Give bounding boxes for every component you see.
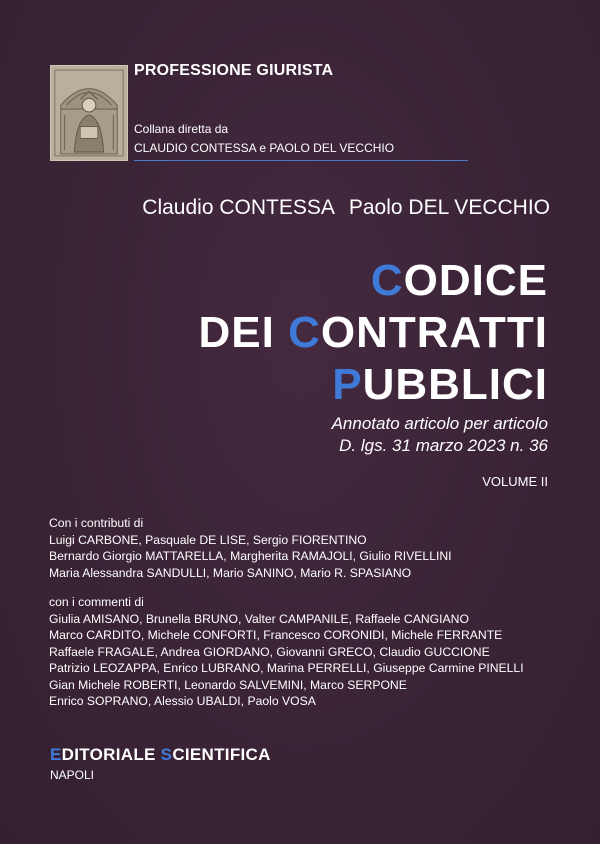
- series-divider: [134, 160, 468, 161]
- series-directors: CLAUDIO CONTESSA e PAOLO DEL VECCHIO: [134, 141, 395, 155]
- commentators-line: Gian Michele ROBERTI, Leonardo SALVEMINI, Marco SERPONE: [49, 677, 407, 692]
- author-2: Paolo DEL VECCHIO: [348, 196, 550, 219]
- commentators-line: Marco CARDITO, Michele CONFORTI, Francesco CORONIDI, Michele FERRANTE: [49, 628, 503, 643]
- commentators-line: Giulia AMISANO, Brunella BRUNO, Valter CAMPANILE, Raffaele CANGIANO: [49, 612, 469, 626]
- title-line-2: [199, 308, 549, 358]
- contributors-line: Maria Alessandra SANDULLI, Mario SANINO, Mario R. SPASIANO: [49, 565, 412, 580]
- title-line-3: [332, 360, 548, 410]
- title-initial: P: [332, 360, 363, 409]
- volume-label: VOLUME II: [482, 474, 548, 489]
- authors: [0, 196, 550, 220]
- subtitle-line-2: D. lgs. 31 marzo 2023 n. 36: [339, 436, 548, 455]
- title-rest: ONTRATTI: [320, 308, 548, 357]
- contributors-line: Bernardo Giorgio MATTARELLA, Margherita RAMAJOLI, Giulio RIVELLINI: [49, 549, 452, 564]
- subtitle-line-1: Annotato articolo per articolo: [331, 414, 548, 433]
- commentators-line: Patrizio LEOZAPPA, Enrico LUBRANO, Marina PERRELLI, Giuseppe Carmine PINELLI: [49, 661, 524, 676]
- title-pre: DEI: [198, 308, 289, 357]
- publisher-name: [50, 745, 271, 765]
- title-rest: ODICE: [403, 256, 548, 305]
- contributors-line: Luigi CARBONE, Pasquale DE LISE, Sergio FIORENTINO: [49, 533, 367, 547]
- title-initial: C: [370, 256, 404, 305]
- commentators-label: con i commenti di: [49, 595, 144, 609]
- publisher-word: DITORIALE: [61, 745, 161, 764]
- contributors-list: [49, 532, 452, 581]
- publisher-initial: S: [160, 745, 173, 764]
- title-initial: C: [288, 308, 321, 357]
- commentators-line: Enrico SOPRANO, Alessio UBALDI, Paolo VOSA: [49, 694, 316, 709]
- jurist-portrait-icon: [51, 66, 127, 160]
- author-1: Claudio CONTESSA: [142, 196, 335, 219]
- commentators-line: Raffaele FRAGALE, Andrea GIORDANO, Giovanni GRECO, Claudio GUCCIONE: [49, 644, 490, 659]
- series-emblem-image: [50, 65, 128, 161]
- title-line-1: [371, 256, 548, 306]
- publisher-word: CIENTIFICA: [172, 745, 271, 764]
- publisher-initial: E: [50, 745, 62, 764]
- publisher-city: NAPOLI: [50, 768, 95, 782]
- title-rest: UBBLICI: [362, 360, 548, 409]
- contributors-label: Con i contributi di: [49, 516, 144, 530]
- series-editor-label: Collana diretta da: [134, 122, 229, 136]
- series-title: PROFESSIONE GIURISTA: [134, 62, 334, 79]
- commentators-list: [49, 611, 524, 709]
